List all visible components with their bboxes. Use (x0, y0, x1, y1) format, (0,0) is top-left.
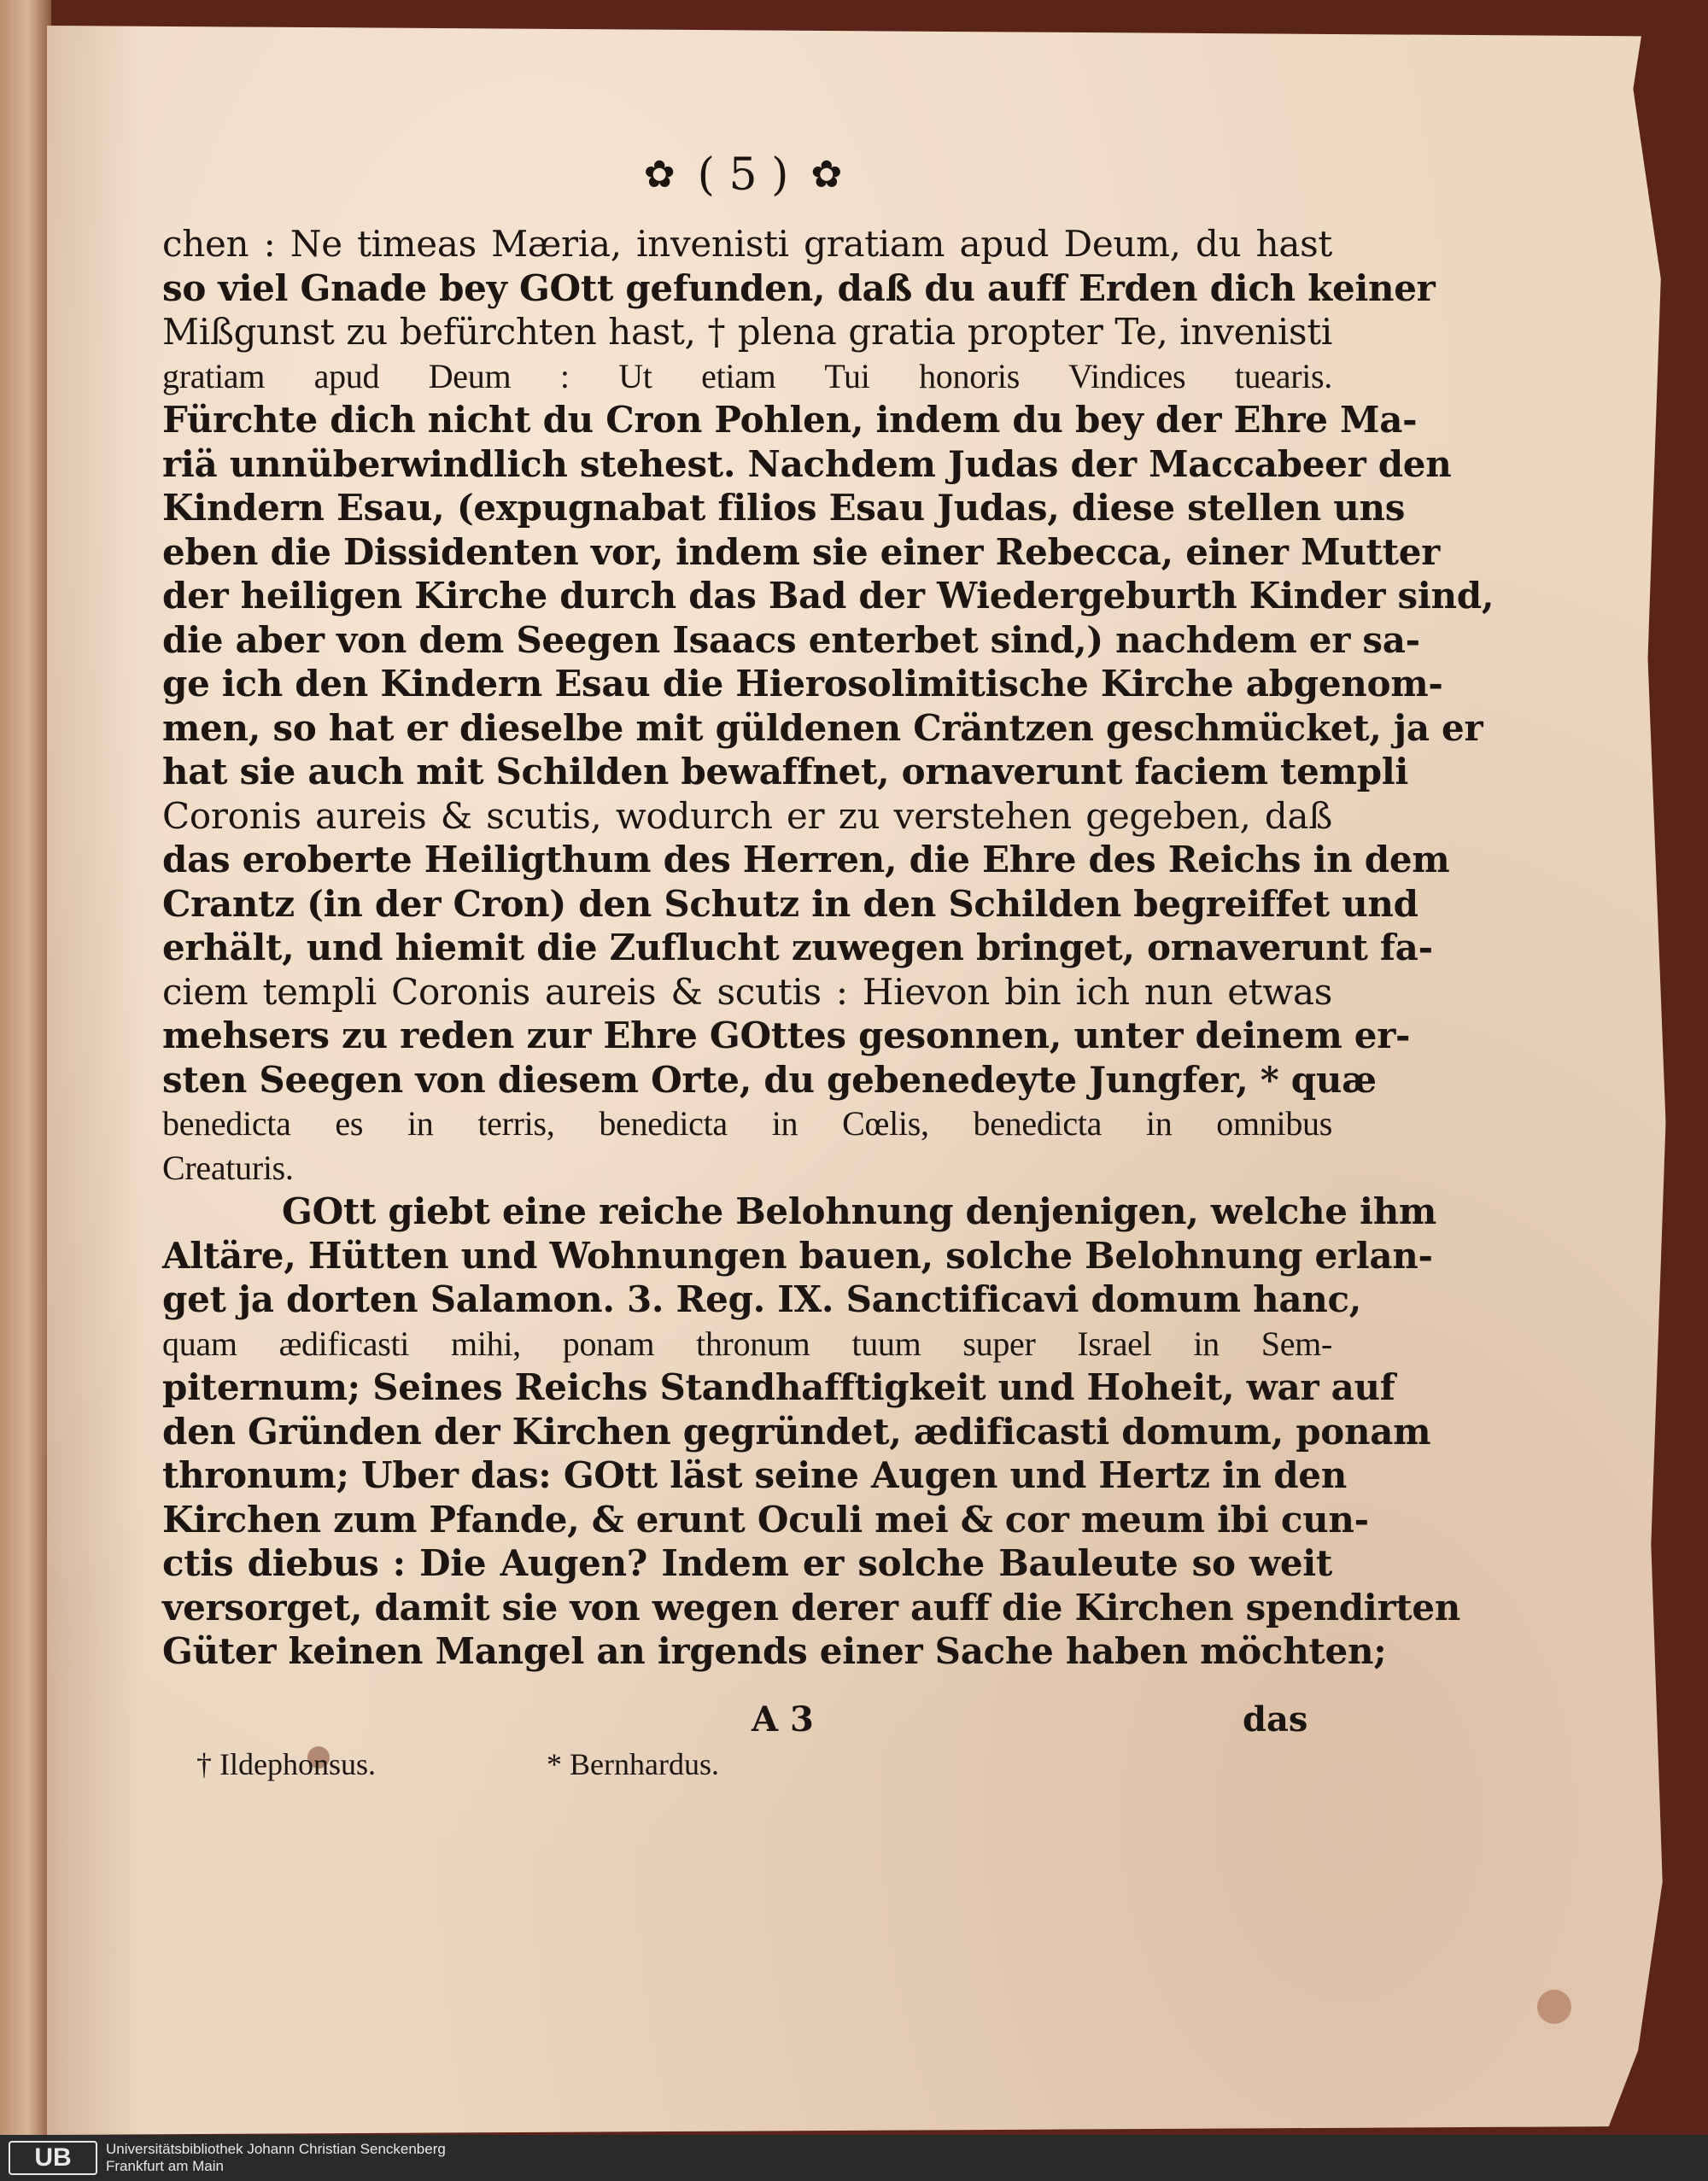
footnote: † Ildephonsus. (196, 1747, 376, 1781)
text-line: sten Seegen von diesem Orte, du gebenedeyte Jungfer, * quæ (162, 1058, 1377, 1101)
text-line: chen : Ne timeas Mæria, invenisti gratiam apud Deum, du hast (162, 223, 1332, 265)
text-line: gratiam apud Deum : Ut etiam Tui honoris Vindices tuearis. (162, 356, 1332, 395)
library-name: Universitätsbibliothek Johann Christian Senckenberg (106, 2141, 446, 2157)
text-line: der heiligen Kirche durch das Bad der Wiedergeburth Kinder sind, (162, 575, 1494, 617)
text-line: Crantz (in der Cron) den Schutz in den Schilden begreiffet und (162, 882, 1418, 925)
library-footer (0, 2135, 1708, 2181)
text-line: versorget, damit sie von wegen derer auff die Kirchen spendirten (162, 1586, 1461, 1628)
text-line: ctis diebus : Die Augen? Indem er solche Bauleute so weit (162, 1542, 1332, 1584)
catchword: das (1243, 1699, 1308, 1740)
text-line: get ja dorten Salamon. 3. Reg. IX. Sanctificavi domum hanc, (162, 1278, 1362, 1320)
text-line: erhält, und hiemit die Zuflucht zuwegen bringet, ornaverunt fa- (162, 927, 1433, 968)
text-line: das eroberte Heiligthum des Herren, die Ehre des Reichs in dem (162, 839, 1450, 880)
facing-page-edge (0, 0, 51, 2152)
library-info (106, 2141, 446, 2175)
library-logo: UB (9, 2141, 97, 2175)
text-line: die aber von dem Seegen Isaacs enterbet sind,) nachdem er sa- (162, 618, 1420, 661)
text-line: Altäre, Hütten und Wohnungen bauen, solche Belohnung erlan- (162, 1234, 1433, 1277)
text-line: so viel Gnade bey GOtt gefunden, daß du auff Erden dich keiner (162, 266, 1436, 309)
footnotes (196, 1746, 965, 1789)
text-line: Coronis aureis & scutis, wodurch er zu verstehen gegeben, daß (162, 794, 1332, 837)
paper-stain (1537, 1990, 1571, 2024)
flower-ornament-icon: ✿ (643, 153, 676, 196)
page-header (615, 149, 871, 201)
text-line: Güter keinen Mangel an irgends einer Sache haben möchten; (162, 1630, 1387, 1672)
text-line: Kindern Esau, (expugnabat filios Esau Judas, diese stellen uns (162, 487, 1406, 529)
text-line: Fürchte dich nicht du Cron Pohlen, indem du bey der Ehre Ma- (162, 399, 1418, 441)
library-city: Frankfurt am Main (106, 2158, 224, 2174)
text-line: quam ædificasti mihi, ponam thronum tuum super Israel in Sem- (162, 1324, 1332, 1363)
text-line: Creaturis. (162, 1148, 294, 1187)
body-text (162, 222, 1494, 1674)
text-line: piternum; Seines Reichs Standhafftigkeit und Hoheit, war auf (162, 1366, 1395, 1408)
text-line: Kirchen zum Pfande, & erunt Oculi mei & cor meum ibi cun- (162, 1498, 1369, 1541)
text-line: GOtt giebt eine reiche Belohnung denjenigen, welche ihm (282, 1190, 1437, 1232)
text-line: Mißgunst zu befürchten hast, † plena gratia propter Te, invenisti (162, 311, 1332, 353)
text-line: den Gründen der Kirchen gegründet, ædificasti domum, ponam (162, 1410, 1431, 1453)
signature-mark: A 3 (752, 1699, 814, 1740)
text-line: ge ich den Kindern Esau die Hierosolimitische Kirche abgenom- (162, 663, 1443, 705)
text-line: men, so hat er dieselbe mit güldenen Cräntzen geschmücket, ja er (162, 706, 1483, 749)
text-line: hat sie auch mit Schilden bewaffnet, ornaverunt faciem templi (162, 751, 1409, 792)
page-number: ( 5 ) (697, 149, 789, 201)
footnote: * Bernhardus. (547, 1747, 719, 1781)
text-line: eben die Dissidenten vor, indem sie einer Rebecca, einer Mutter (162, 530, 1440, 573)
text-line: riä unnüberwindlich stehest. Nachdem Judas der Maccabeer den (162, 442, 1452, 485)
text-line: thronum; Uber das: GOtt läst seine Augen und Hertz in den (162, 1454, 1347, 1496)
flower-ornament-icon: ✿ (810, 153, 843, 196)
text-line: benedicta es in terris, benedicta in Cœlis, benedicta in omnibus (162, 1104, 1332, 1143)
text-line: mehsers zu reden zur Ehre GOttes gesonnen, unter deinem er- (162, 1014, 1411, 1056)
text-line: ciem templi Coronis aureis & scutis : Hievon bin ich nun etwas (162, 970, 1332, 1013)
